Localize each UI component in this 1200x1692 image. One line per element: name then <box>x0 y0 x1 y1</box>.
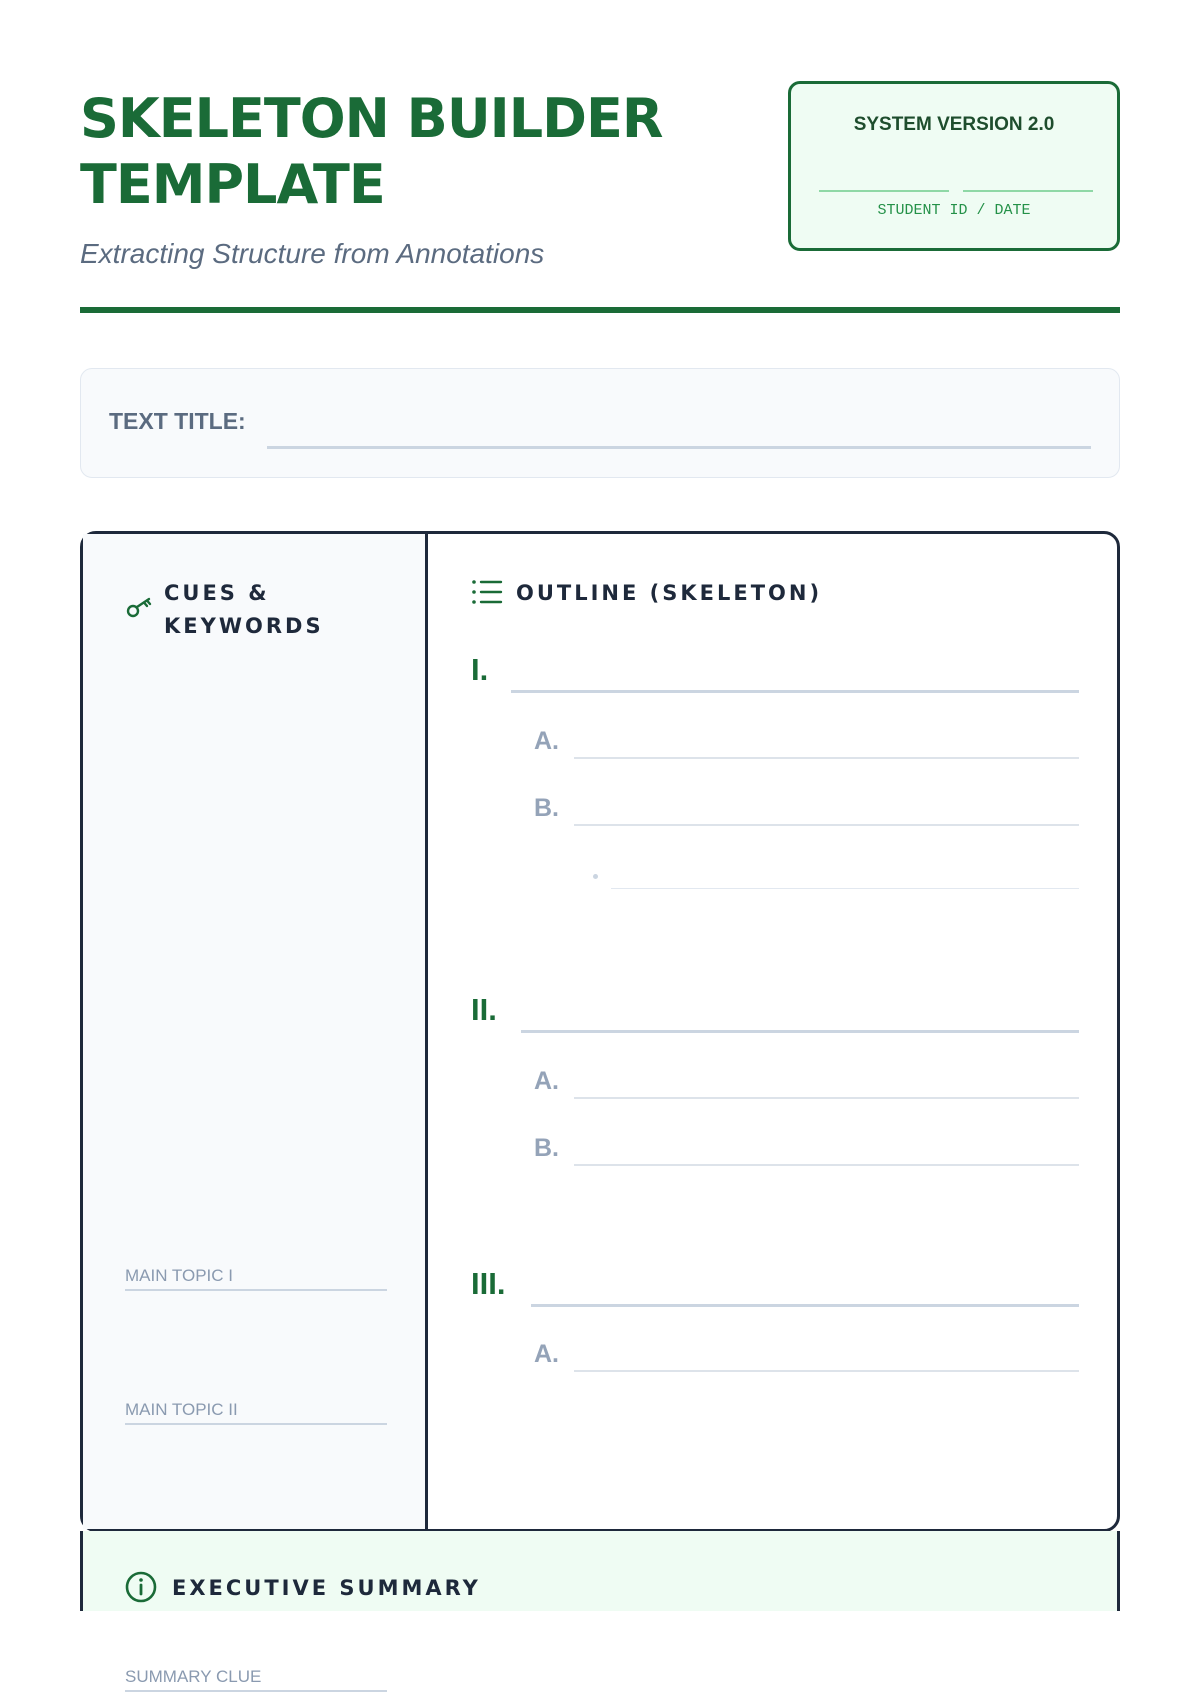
version-caption: STUDENT ID / DATE <box>877 202 1031 219</box>
cue-item-summary-clue[interactable] <box>125 1664 387 1692</box>
cues-header <box>164 577 324 643</box>
cue-item-main-topic-2[interactable] <box>125 1397 387 1425</box>
outline-header: OUTLINE (SKELETON) <box>516 581 823 605</box>
cue-label: SUMMARY CLUE <box>125 1667 262 1686</box>
cue-item-main-topic-1[interactable] <box>125 1263 387 1291</box>
subpoint-line[interactable] <box>574 1164 1079 1166</box>
section-numeral-1: I. <box>471 652 489 687</box>
subpoint-letter: A. <box>534 727 559 755</box>
student-id-line[interactable] <box>819 190 949 192</box>
version-title: SYSTEM VERSION 2.0 <box>853 114 1055 135</box>
cue-label: MAIN TOPIC I <box>125 1266 234 1285</box>
page-title-line-1: SKELETON BUILDER <box>80 87 663 150</box>
subpoint-letter: B. <box>534 794 559 822</box>
outline-column <box>431 534 1117 1529</box>
key-icon <box>125 596 153 620</box>
section-line-1[interactable] <box>511 690 1079 693</box>
subpoint-letter: A. <box>534 1067 559 1095</box>
subpoint-line[interactable] <box>574 1097 1079 1099</box>
subpoint-line[interactable] <box>574 824 1079 826</box>
page-title-line-2: TEMPLATE <box>80 153 385 216</box>
date-line[interactable] <box>963 190 1093 192</box>
text-title-box <box>80 368 1120 478</box>
header-divider <box>80 307 1120 313</box>
cue-label: MAIN TOPIC II <box>125 1400 238 1419</box>
version-box <box>788 81 1120 251</box>
page-title <box>80 86 662 218</box>
section-numeral-3: III. <box>471 1266 506 1301</box>
cues-header-line-2: KEYWORDS <box>164 614 324 638</box>
text-title-input-line[interactable] <box>267 446 1091 449</box>
executive-summary-box <box>80 1531 1120 1611</box>
info-icon <box>125 1571 157 1603</box>
bullet-dot <box>593 874 598 879</box>
title-block <box>80 86 662 270</box>
section-numeral-2: II. <box>471 992 497 1027</box>
subpoint-line[interactable] <box>574 757 1079 759</box>
cues-header-line-1: CUES & <box>164 581 270 605</box>
page-subtitle: Extracting Structure from Annotations <box>80 238 545 269</box>
subpoint-letter: B. <box>534 1134 559 1162</box>
list-icon <box>471 579 503 605</box>
subpoint-letter: A. <box>534 1340 559 1368</box>
detail-line[interactable] <box>611 888 1079 889</box>
section-line-3[interactable] <box>531 1304 1079 1307</box>
text-title-label: TEXT TITLE: <box>109 408 246 434</box>
section-line-2[interactable] <box>521 1030 1079 1033</box>
summary-header: EXECUTIVE SUMMARY <box>172 1576 481 1600</box>
subpoint-line[interactable] <box>574 1370 1079 1372</box>
